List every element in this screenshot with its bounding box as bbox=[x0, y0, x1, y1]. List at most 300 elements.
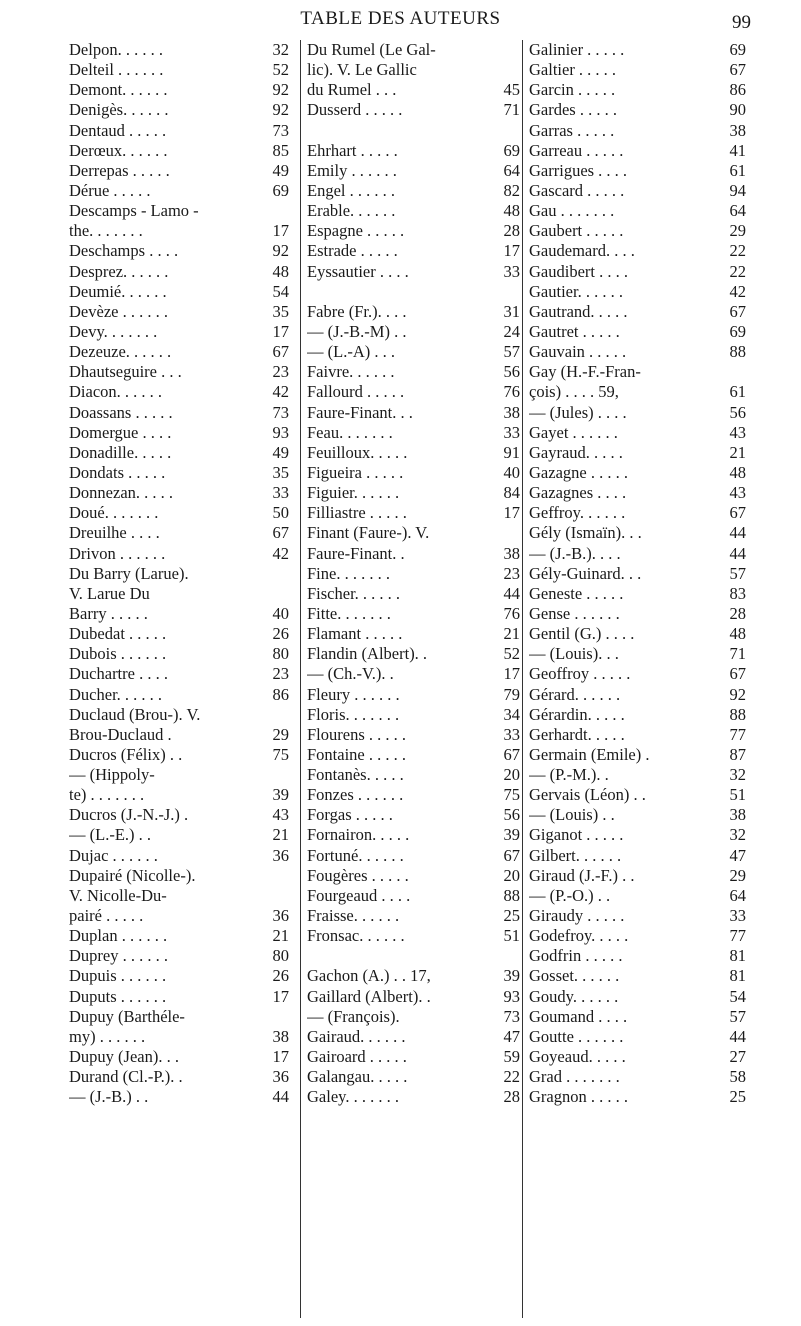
entry-name: Flamant . . . . . bbox=[307, 624, 403, 644]
entry-name: Engel . . . . . . bbox=[307, 180, 395, 200]
entry-page: 26 bbox=[272, 624, 289, 644]
index-entry bbox=[69, 946, 291, 966]
entry-page: 39 bbox=[272, 785, 289, 805]
index-entry bbox=[529, 1027, 748, 1047]
entry-page: 51 bbox=[503, 926, 520, 946]
index-entry bbox=[529, 201, 748, 221]
index-entry bbox=[307, 966, 522, 986]
entry-name: Dhautseguire . . . bbox=[69, 362, 182, 382]
index-entry bbox=[307, 725, 522, 745]
entry-page: 48 bbox=[272, 261, 289, 281]
entry-name: Durand (Cl.-P.). . bbox=[69, 1067, 183, 1087]
entry-page: 56 bbox=[503, 805, 520, 825]
entry-page: 17 bbox=[503, 664, 520, 684]
index-entry bbox=[307, 987, 522, 1007]
entry-page: 38 bbox=[729, 120, 746, 140]
index-entry bbox=[529, 866, 748, 886]
entry-name: Demont. . . . . . bbox=[69, 80, 168, 100]
entry-name: lic). V. Le Gallic bbox=[307, 60, 417, 80]
entry-page: 56 bbox=[729, 402, 746, 422]
entry-page: 33 bbox=[729, 906, 746, 926]
entry-page: 38 bbox=[503, 402, 520, 422]
entry-name: — (L.-A) . . . bbox=[307, 342, 395, 362]
entry-name: Delpon. . . . . . bbox=[69, 40, 163, 59]
index-entry bbox=[529, 342, 748, 362]
index-entry bbox=[307, 121, 522, 141]
index-entry bbox=[69, 241, 291, 261]
index-entry bbox=[307, 362, 522, 382]
index-entry bbox=[529, 282, 748, 302]
entry-page: 76 bbox=[503, 382, 520, 402]
entry-page: 76 bbox=[503, 603, 520, 623]
entry-name: Figueira . . . . . bbox=[307, 462, 404, 482]
index-entry bbox=[529, 1047, 748, 1067]
entry-name: Gardes . . . . . bbox=[529, 100, 617, 120]
index-entry bbox=[529, 664, 748, 684]
entry-page: 39 bbox=[503, 966, 520, 986]
index-entry bbox=[529, 544, 748, 564]
index-entry bbox=[307, 141, 522, 161]
entry-name: — (L.-E.) . . bbox=[69, 825, 152, 845]
index-entry bbox=[307, 221, 522, 241]
index-entry bbox=[307, 483, 522, 503]
entry-name: — (J.-B.). . . . bbox=[529, 543, 621, 563]
entry-name: — (J.-B.-M) . . bbox=[307, 321, 407, 341]
entry-name: Gérard. . . . . . bbox=[529, 684, 621, 704]
index-entry bbox=[529, 141, 748, 161]
entry-page: 80 bbox=[272, 946, 289, 966]
entry-name: Galangau. . . . . bbox=[307, 1067, 408, 1087]
entry-page: 25 bbox=[503, 906, 520, 926]
index-entry bbox=[529, 121, 748, 141]
index-entry bbox=[69, 805, 291, 825]
entry-page: 22 bbox=[503, 1067, 520, 1087]
entry-name: Fornairon. . . . . bbox=[307, 825, 410, 845]
entry-name: Giganot . . . . . bbox=[529, 825, 624, 845]
entry-name: Floris. . . . . . . bbox=[307, 704, 400, 724]
index-entry bbox=[69, 1047, 291, 1067]
entry-page: 31 bbox=[503, 301, 520, 321]
index-entry bbox=[307, 926, 522, 946]
entry-page: 22 bbox=[729, 241, 746, 261]
entry-name: Dreuilhe . . . . bbox=[69, 523, 160, 543]
entry-name: Dusserd . . . . . bbox=[307, 100, 403, 120]
entry-page: 36 bbox=[272, 906, 289, 926]
index-entry bbox=[69, 262, 291, 282]
index-entry bbox=[69, 302, 291, 322]
index-entry bbox=[529, 262, 748, 282]
entry-page: 22 bbox=[729, 261, 746, 281]
entry-page: 47 bbox=[503, 1026, 520, 1046]
entry-name: Espagne . . . . . bbox=[307, 221, 405, 241]
entry-page: 67 bbox=[272, 523, 289, 543]
index-entry bbox=[307, 1007, 522, 1027]
index-entry bbox=[307, 705, 522, 725]
entry-page: 43 bbox=[729, 422, 746, 442]
entry-page: 29 bbox=[729, 221, 746, 241]
entry-page: 44 bbox=[729, 1026, 746, 1046]
entry-page: 67 bbox=[729, 664, 746, 684]
index-entry bbox=[529, 40, 748, 60]
index-entry bbox=[529, 987, 748, 1007]
entry-page: 69 bbox=[729, 40, 746, 59]
index-entry bbox=[69, 725, 291, 745]
entry-name: Giraudy . . . . . bbox=[529, 906, 625, 926]
entry-page: 57 bbox=[503, 342, 520, 362]
entry-name: Delteil . . . . . . bbox=[69, 60, 164, 80]
entry-page: 38 bbox=[729, 805, 746, 825]
index-entry bbox=[529, 322, 748, 342]
index-entry bbox=[307, 1027, 522, 1047]
entry-name: Donnezan. . . . . bbox=[69, 483, 174, 503]
entry-name: Fleury . . . . . . bbox=[307, 684, 400, 704]
entry-name: Feau. . . . . . . bbox=[307, 422, 393, 442]
index-entry bbox=[529, 926, 748, 946]
entry-name: Garras . . . . . bbox=[529, 120, 615, 140]
entry-page: 23 bbox=[503, 563, 520, 583]
entry-name: Gaubert . . . . . bbox=[529, 221, 624, 241]
entry-page: 17 bbox=[272, 986, 289, 1006]
index-entry bbox=[69, 785, 291, 805]
entry-name: Gautier. . . . . . bbox=[529, 281, 623, 301]
entry-name: Doué. . . . . . . bbox=[69, 503, 159, 523]
index-entry bbox=[307, 463, 522, 483]
entry-name: Dupuis . . . . . . bbox=[69, 966, 167, 986]
index-column-1 bbox=[69, 40, 291, 1318]
entry-name: Dezeuze. . . . . . bbox=[69, 342, 172, 362]
entry-page: 28 bbox=[729, 603, 746, 623]
entry-name: Galtier . . . . . bbox=[529, 60, 617, 80]
entry-page: 32 bbox=[729, 825, 746, 845]
entry-page: 64 bbox=[729, 201, 746, 221]
index-entry bbox=[307, 503, 522, 523]
index-entry bbox=[69, 604, 291, 624]
index-entry bbox=[307, 60, 522, 80]
entry-name: — (Ch.-V.). . bbox=[307, 664, 394, 684]
entry-name: Denigès. . . . . . bbox=[69, 100, 169, 120]
index-entry bbox=[69, 80, 291, 100]
index-entry bbox=[529, 1067, 748, 1087]
entry-page: 48 bbox=[503, 201, 520, 221]
index-entry bbox=[529, 725, 748, 745]
entry-page: 39 bbox=[503, 825, 520, 845]
index-entry bbox=[529, 100, 748, 120]
entry-name: Gerhardt. . . . . bbox=[529, 724, 625, 744]
entry-page: 17 bbox=[272, 221, 289, 241]
entry-name: Gazagnes . . . . bbox=[529, 483, 627, 503]
index-entry bbox=[69, 503, 291, 523]
entry-name: Fischer. . . . . . bbox=[307, 583, 401, 603]
index-entry bbox=[69, 40, 291, 60]
index-entry bbox=[529, 624, 748, 644]
entry-name: Duprey . . . . . . bbox=[69, 946, 168, 966]
entry-name: Ducros (J.-N.-J.) . bbox=[69, 805, 189, 825]
entry-page: 81 bbox=[729, 966, 746, 986]
index-entry bbox=[69, 463, 291, 483]
index-entry bbox=[529, 463, 748, 483]
entry-page: 69 bbox=[729, 321, 746, 341]
index-entry bbox=[529, 362, 748, 382]
index-entry bbox=[69, 745, 291, 765]
entry-name: Geffroy. . . . . . bbox=[529, 503, 626, 523]
index-entry bbox=[529, 785, 748, 805]
entry-page: 44 bbox=[729, 523, 746, 543]
entry-name: — (P.-M.). . bbox=[529, 765, 609, 785]
entry-name: Flandin (Albert). . bbox=[307, 644, 428, 664]
entry-page: 20 bbox=[503, 765, 520, 785]
entry-page: 28 bbox=[503, 1087, 520, 1107]
entry-name: Emily . . . . . . bbox=[307, 160, 397, 180]
entry-page: 92 bbox=[272, 241, 289, 261]
index-entry bbox=[69, 181, 291, 201]
entry-name: Garcin . . . . . bbox=[529, 80, 616, 100]
index-entry bbox=[69, 100, 291, 120]
index-entry bbox=[69, 121, 291, 141]
entry-page: 21 bbox=[272, 825, 289, 845]
index-entry bbox=[307, 946, 522, 966]
entry-name: Gautret . . . . . bbox=[529, 321, 620, 341]
index-entry bbox=[69, 846, 291, 866]
entry-name: Gairoard . . . . . bbox=[307, 1047, 407, 1067]
entry-name: du Rumel . . . bbox=[307, 80, 397, 100]
entry-name: Gazagne . . . . . bbox=[529, 462, 628, 482]
entry-page: 57 bbox=[729, 1006, 746, 1026]
index-entry bbox=[307, 382, 522, 402]
entry-page: 40 bbox=[503, 462, 520, 482]
entry-page: 33 bbox=[503, 422, 520, 442]
entry-page: 27 bbox=[729, 1047, 746, 1067]
entry-page: 83 bbox=[729, 583, 746, 603]
entry-page: 84 bbox=[503, 483, 520, 503]
index-entry bbox=[307, 40, 522, 60]
entry-name: Ducros (Félix) . . bbox=[69, 744, 183, 764]
index-entry bbox=[307, 403, 522, 423]
entry-name: Gaudibert . . . . bbox=[529, 261, 628, 281]
index-entry bbox=[69, 825, 291, 845]
entry-name: Faivre. . . . . . bbox=[307, 362, 395, 382]
page-number: 99 bbox=[732, 12, 751, 33]
entry-name: Ducher. . . . . . bbox=[69, 684, 163, 704]
index-entry bbox=[529, 745, 748, 765]
index-entry bbox=[307, 584, 522, 604]
entry-name: Goumand . . . . bbox=[529, 1006, 628, 1026]
index-entry bbox=[69, 523, 291, 543]
entry-name: Estrade . . . . . bbox=[307, 241, 398, 261]
entry-page: 90 bbox=[729, 100, 746, 120]
entry-page: 86 bbox=[272, 684, 289, 704]
entry-name: Gaudemard. . . . bbox=[529, 241, 635, 261]
entry-page: 44 bbox=[503, 583, 520, 603]
entry-page: 92 bbox=[272, 80, 289, 100]
entry-name: Devèze . . . . . . bbox=[69, 301, 168, 321]
entry-page: 42 bbox=[272, 382, 289, 402]
entry-page: 34 bbox=[503, 704, 520, 724]
entry-page: 82 bbox=[503, 180, 520, 200]
index-entry bbox=[529, 685, 748, 705]
entry-name: Gauvain . . . . . bbox=[529, 342, 627, 362]
entry-name: Fortuné. . . . . . bbox=[307, 845, 404, 865]
entry-name: Fronsac. . . . . . bbox=[307, 926, 405, 946]
index-entry bbox=[529, 181, 748, 201]
index-entry bbox=[529, 80, 748, 100]
entry-page: 45 bbox=[503, 80, 520, 100]
index-entry bbox=[69, 544, 291, 564]
entry-name: Gascard . . . . . bbox=[529, 180, 625, 200]
index-entry bbox=[529, 1007, 748, 1027]
entry-page: 44 bbox=[272, 1087, 289, 1107]
entry-name: Fourgeaud . . . . bbox=[307, 885, 411, 905]
entry-name: Goudy. . . . . . bbox=[529, 986, 619, 1006]
entry-page: 36 bbox=[272, 1067, 289, 1087]
entry-page: 17 bbox=[272, 321, 289, 341]
index-entry bbox=[307, 262, 522, 282]
entry-page: 42 bbox=[729, 281, 746, 301]
entry-name: Gay (H.-F.-Fran- bbox=[529, 362, 641, 382]
entry-page: 64 bbox=[503, 160, 520, 180]
entry-name: Duplan . . . . . . bbox=[69, 926, 168, 946]
entry-name: Duputs . . . . . . bbox=[69, 986, 167, 1006]
entry-page: 21 bbox=[729, 442, 746, 462]
entry-page: 32 bbox=[272, 40, 289, 59]
index-entry bbox=[69, 564, 291, 584]
entry-name: Diacon. . . . . . bbox=[69, 382, 163, 402]
entry-name: — (P.-O.) . . bbox=[529, 885, 611, 905]
entry-name: Dentaud . . . . . bbox=[69, 120, 167, 140]
index-entry bbox=[69, 282, 291, 302]
entry-page: 17 bbox=[272, 1047, 289, 1067]
index-entry bbox=[307, 342, 522, 362]
index-entry bbox=[307, 685, 522, 705]
entry-name: Gautrand. . . . . bbox=[529, 301, 628, 321]
entry-name: Fabre (Fr.). . . . bbox=[307, 301, 407, 321]
entry-page: 17 bbox=[503, 241, 520, 261]
index-entry bbox=[307, 1087, 522, 1107]
index-entry bbox=[69, 423, 291, 443]
entry-name: Finant (Faure-). V. bbox=[307, 523, 430, 543]
entry-name: Erable. . . . . . bbox=[307, 201, 396, 221]
entry-name: Dubedat . . . . . bbox=[69, 624, 167, 644]
entry-name: — (Louis). . . bbox=[529, 644, 619, 664]
entry-page: 33 bbox=[272, 483, 289, 503]
index-column-2 bbox=[300, 40, 522, 1318]
index-entry bbox=[69, 664, 291, 684]
entry-name: Dondats . . . . . bbox=[69, 462, 166, 482]
entry-name: Du Barry (Larue). bbox=[69, 563, 189, 583]
entry-page: 49 bbox=[272, 160, 289, 180]
entry-name: Gilbert. . . . . . bbox=[529, 845, 622, 865]
index-entry bbox=[529, 825, 748, 845]
entry-page: 25 bbox=[729, 1087, 746, 1107]
entry-page: 57 bbox=[729, 563, 746, 583]
index-entry bbox=[529, 946, 748, 966]
index-entry bbox=[529, 241, 748, 261]
entry-page: 26 bbox=[272, 966, 289, 986]
entry-name: Filliastre . . . . . bbox=[307, 503, 407, 523]
entry-name: Dubois . . . . . . bbox=[69, 644, 167, 664]
entry-page: 44 bbox=[729, 543, 746, 563]
index-entry bbox=[69, 1007, 291, 1027]
entry-page: 61 bbox=[729, 160, 746, 180]
entry-page: 35 bbox=[272, 301, 289, 321]
entry-name: Domergue . . . . bbox=[69, 422, 172, 442]
index-entry bbox=[529, 443, 748, 463]
entry-page: 36 bbox=[272, 845, 289, 865]
entry-name: Fonzes . . . . . . bbox=[307, 785, 404, 805]
entry-name: — (François). bbox=[307, 1006, 400, 1026]
entry-name: Grad . . . . . . . bbox=[529, 1067, 620, 1087]
entry-name: Fitte. . . . . . . bbox=[307, 603, 391, 623]
entry-name: Descamps - Lamo - bbox=[69, 201, 199, 221]
entry-name: Deschamps . . . . bbox=[69, 241, 179, 261]
entry-name: Dupuy (Jean). . . bbox=[69, 1047, 179, 1067]
page-title: TABLE DES AUTEURS bbox=[300, 8, 501, 29]
entry-name: — (Louis) . . bbox=[529, 805, 615, 825]
index-entry bbox=[69, 382, 291, 402]
index-entry bbox=[307, 443, 522, 463]
entry-name: Gérardin. . . . . bbox=[529, 704, 625, 724]
entry-page: 93 bbox=[503, 986, 520, 1006]
entry-name: Doassans . . . . . bbox=[69, 402, 173, 422]
entry-page: 81 bbox=[729, 946, 746, 966]
entry-page: 93 bbox=[272, 422, 289, 442]
index-entry bbox=[69, 866, 291, 886]
entry-name: çois) . . . . 59, bbox=[529, 382, 619, 402]
index-entry bbox=[307, 282, 522, 302]
entry-name: Dupairé (Nicolle-). bbox=[69, 865, 196, 885]
entry-name: Dérue . . . . . bbox=[69, 180, 151, 200]
entry-name: my) . . . . . . bbox=[69, 1026, 146, 1046]
index-entry bbox=[307, 846, 522, 866]
index-entry bbox=[529, 846, 748, 866]
entry-name: the. . . . . . . bbox=[69, 221, 143, 241]
entry-page: 56 bbox=[503, 362, 520, 382]
index-entry bbox=[307, 302, 522, 322]
entry-page: 41 bbox=[729, 140, 746, 160]
entry-page: 52 bbox=[272, 60, 289, 80]
entry-page: 52 bbox=[503, 644, 520, 664]
index-entry bbox=[529, 805, 748, 825]
entry-name: Feuilloux. . . . . bbox=[307, 442, 408, 462]
entry-page: 33 bbox=[503, 724, 520, 744]
entry-page: 23 bbox=[272, 362, 289, 382]
index-entry bbox=[529, 503, 748, 523]
index-entry bbox=[69, 342, 291, 362]
entry-name: Gense . . . . . . bbox=[529, 603, 620, 623]
entry-name: Gentil (G.) . . . . bbox=[529, 624, 635, 644]
index-entry bbox=[307, 644, 522, 664]
index-entry bbox=[307, 664, 522, 684]
entry-name: Gaillard (Albert). . bbox=[307, 986, 431, 1006]
entry-page: 21 bbox=[272, 926, 289, 946]
entry-page: 88 bbox=[729, 704, 746, 724]
index-entry bbox=[307, 785, 522, 805]
entry-name: Gély-Guinard. . . bbox=[529, 563, 642, 583]
entry-page: 28 bbox=[503, 221, 520, 241]
entry-name: Geneste . . . . . bbox=[529, 583, 624, 603]
index-entry bbox=[307, 745, 522, 765]
entry-page: 50 bbox=[272, 503, 289, 523]
index-entry bbox=[307, 886, 522, 906]
entry-page: 48 bbox=[729, 462, 746, 482]
entry-page: 29 bbox=[272, 724, 289, 744]
index-entry bbox=[69, 584, 291, 604]
index-entry bbox=[529, 60, 748, 80]
index-entry bbox=[69, 403, 291, 423]
index-entry bbox=[529, 483, 748, 503]
index-entry bbox=[529, 423, 748, 443]
index-entry bbox=[69, 221, 291, 241]
entry-page: 33 bbox=[503, 261, 520, 281]
